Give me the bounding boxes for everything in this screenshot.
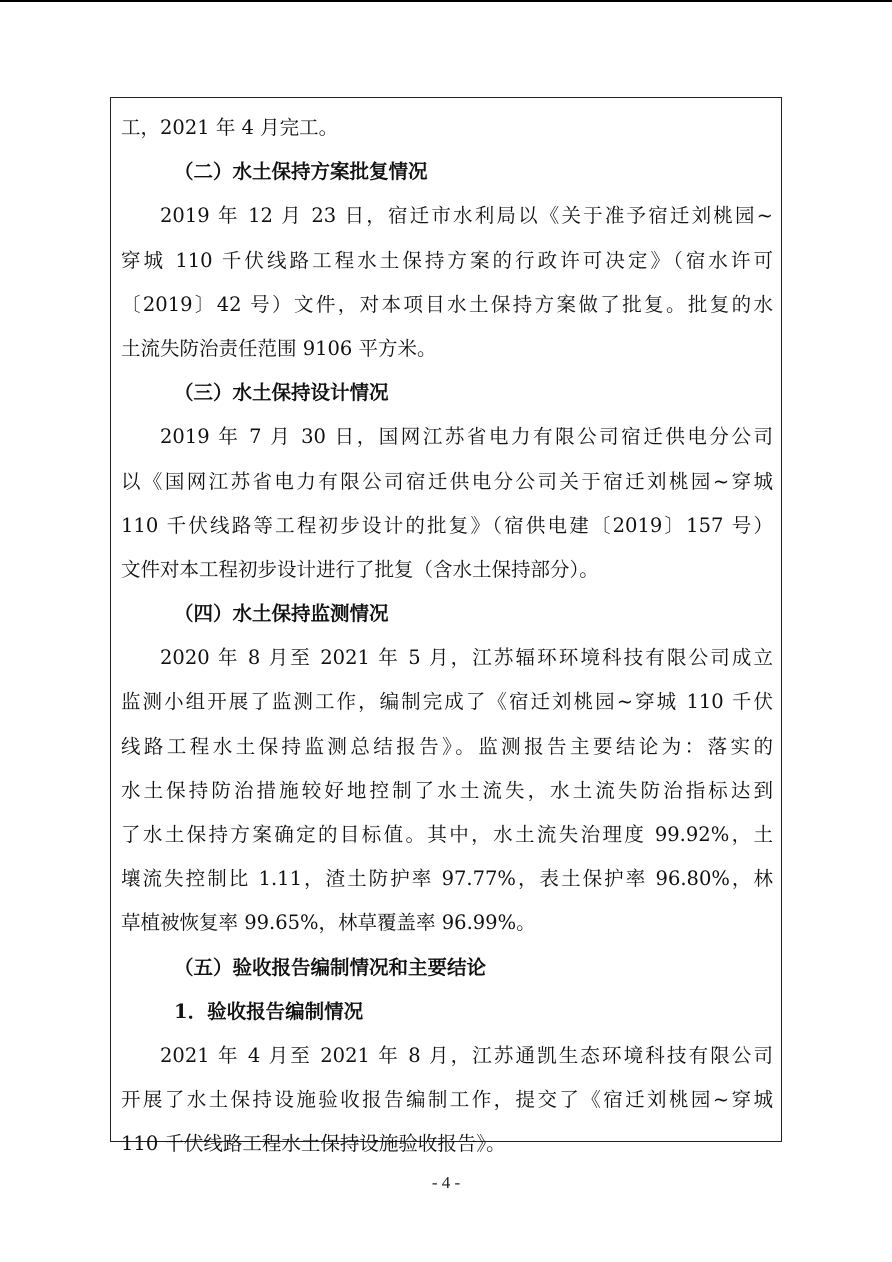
text-line: 开展了水土保持设施验收报告编制工作，提交了《宿迁刘桃园~穿城 — [121, 1088, 773, 1112]
text-line: 〔2019〕42 号）文件，对本项目水土保持方案做了批复。批复的水 — [121, 292, 773, 316]
text-line: 穿城 110 千伏线路工程水土保持方案的行政许可决定》（宿水许可 — [121, 248, 773, 272]
section-heading-4: （四）水土保持监测情况 — [174, 602, 389, 626]
text-line: 以《国网江苏省电力有限公司宿迁供电分公司关于宿迁刘桃园~穿城 — [121, 469, 773, 493]
page-number: - 4 - — [431, 1173, 461, 1192]
text-line: 2019 年 7 月 30 日，国网江苏省电力有限公司宿迁供电分公司 — [160, 425, 773, 449]
text-line: 了水土保持方案确定的目标值。其中，水土流失治理度 99.92%，土 — [121, 823, 773, 846]
document-body — [121, 110, 773, 1171]
top-border-line — [0, 0, 892, 2]
text-line: 壤流失控制比 1.11，渣土防护率 97.77%，表土保护率 96.80%，林 — [121, 867, 773, 891]
text-line: 2019 年 12 月 23 日，宿迁市水利局以《关于准予宿迁刘桃园~ — [160, 204, 773, 228]
text-line: 线路工程水土保持监测总结报告》。监测报告主要结论为：落实的 — [121, 734, 773, 758]
text-line: 110 千伏线路工程水土保持设施验收报告》。 — [121, 1132, 506, 1156]
text-line: 工，2021 年 4 月完工。 — [121, 116, 339, 139]
document-frame — [110, 97, 782, 1156]
text-line: 文件对本工程初步设计进行了批复（含水土保持部分）。 — [121, 557, 599, 581]
text-line: 2020 年 8 月至 2021 年 5 月，江苏辐环环境科技有限公司成立 — [160, 646, 773, 670]
text-line: 110 千伏线路等工程初步设计的批复》（宿供电建〔2019〕157 号） — [121, 513, 773, 537]
section-heading-3: （三）水土保持设计情况 — [174, 381, 389, 405]
text-line: 2021 年 4 月至 2021 年 8 月，江苏通凯生态环境科技有限公司 — [160, 1043, 773, 1067]
text-line: 水土保持防治措施较好地控制了水土流失，水土流失防治指标达到 — [121, 778, 773, 802]
section-heading-5: （五）验收报告编制情况和主要结论 — [174, 955, 487, 979]
subsection-heading-1: 1．验收报告编制情况 — [174, 999, 364, 1023]
text-line: 土流失防治责任范围 9106 平方米。 — [121, 336, 437, 360]
text-line: 监测小组开展了监测工作，编制完成了《宿迁刘桃园~穿城 110 千伏 — [121, 690, 773, 714]
section-heading-2: （二）水土保持方案批复情况 — [174, 160, 428, 184]
text-line: 草植被恢复率 99.65%，林草覆盖率 96.99%。 — [121, 911, 536, 935]
